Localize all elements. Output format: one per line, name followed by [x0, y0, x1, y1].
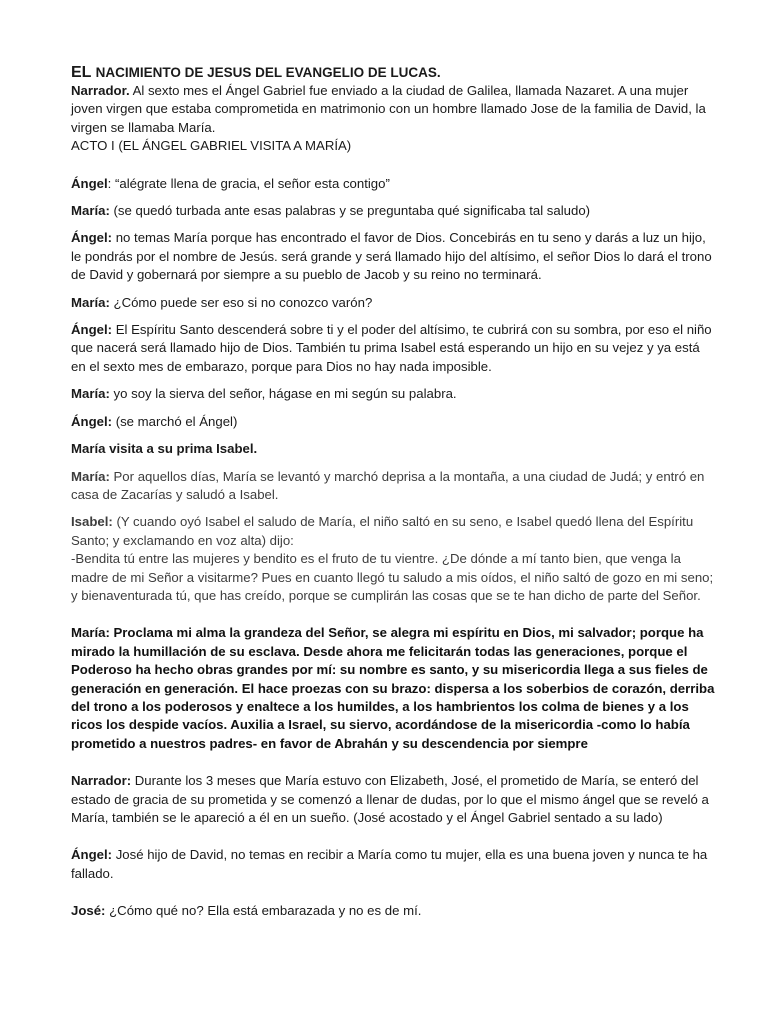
dialogue-text: no temas María porque has encontrado el favor de Dios. Concebirás en tu seno y darás a luz un hijo, le pondrás por el nombre de Jesús. será grande y será llamado hijo del altísimo, el señor Dios lo dará el trono de David y gobernará por siempre a su pueblo de Jacob y su reino no terminará.: [71, 230, 712, 283]
dialogue-text: ¿Cómo qué no? Ella está embarazada y no es de mí.: [105, 903, 422, 919]
dialogue-line: [71, 772, 716, 827]
dialogue-line: [71, 175, 716, 193]
speaker-label: María:: [71, 625, 110, 641]
dialogue-line: [71, 202, 716, 220]
speaker-label: María:: [71, 294, 110, 310]
dialogue-text: yo soy la sierva del señor, hágase en mi según su palabra.: [109, 386, 457, 402]
dialogue-text: Durante los 3 meses que María estuvo con Elizabeth, José, el prometido de María, se enteró del estado de gracia de su prometida y se comenzó a llenar de dudas, por lo que el mismo ángel que se reveló a María, también se le apareció a él en un sueño. (José acostado y el Ángel Gabriel sentado a su lado): [71, 773, 709, 825]
dialogue-line: [71, 468, 716, 505]
speaker-label: María:: [71, 203, 110, 219]
dialogue-text: (se marchó el Ángel): [112, 413, 238, 429]
speaker-label: Ángel:: [71, 847, 113, 863]
speaker-label: Narrador.: [71, 83, 130, 98]
title-text: NACIMIENTO DE JESUS DEL EVANGELIO DE LUCAS.: [95, 65, 441, 80]
speaker-label: Ángel:: [71, 230, 113, 246]
dialogue-text: ¿Cómo puede ser eso si no conozco varón?: [109, 294, 373, 310]
dialogue-text: El Espíritu Santo descenderá sobre ti y el poder del altísimo, te cubrirá con su sombra, por eso el niño que nacerá será llamado hijo de Dios. También tu prima Isabel está esperando un hijo en su vejez y ya está en el sexto mes de embarazo, porque para Dios no hay nada imposible.: [71, 322, 712, 374]
dialogue-text: Al sexto mes el Ángel Gabriel fue enviado a la ciudad de Galilea, llamada Nazaret. A una mujer joven virgen que estaba comprometida en matrimonio con un hombre llamado Jose de la familia de David, la virgen se llamaba María.: [71, 83, 706, 135]
speaker-label: María:: [71, 386, 110, 402]
dialogue-text: (Y cuando oyó Isabel el saludo de María, el niño saltó en su seno, e Isabel quedó llena del Espíritu Santo; y exclamando en voz alta) dijo:: [71, 514, 694, 548]
dialogue-line: [71, 294, 716, 312]
speaker-label: Ángel: [71, 175, 108, 191]
speaker-label: Isabel:: [71, 514, 113, 530]
dialogue-line: [71, 413, 716, 431]
speaker-label: Ángel:: [71, 413, 113, 429]
dialogue-line: [71, 513, 716, 605]
dialogue-quote: -Bendita tú entre las mujeres y bendito es el fruto de tu vientre. ¿De dónde a mí tanto bien, que venga la madre de mi Señor a visitarme? Pues en cuanto llegó tu saludo a mis oídos, el niño saltó de gozo en mi seno; y bienaventurada tú, que has creído, porque se cumplirán las cosas que se te han dicho de parte del Señor.: [71, 551, 714, 603]
document-title: [71, 64, 716, 82]
dialogue-text: Por aquellos días, María se levantó y marchó deprisa a la montaña, a una ciudad de Judá; y entró en casa de Zacarías y saludó a Isabel.: [71, 468, 705, 502]
dialogue-line: [71, 846, 716, 883]
dialogue-text: (se quedó turbada ante esas palabras y se preguntaba qué significaba tal saludo): [109, 203, 591, 219]
speaker-label: María:: [71, 468, 110, 484]
dialogue-text: José hijo de David, no temas en recibir a María como tu mujer, ella es una buena joven y nunca te ha fallado.: [71, 847, 708, 881]
intro-paragraph: [71, 82, 716, 137]
speaker-label: Narrador:: [71, 773, 132, 789]
dialogue-line: [71, 321, 716, 376]
dialogue-line: [71, 229, 716, 284]
dialogue-line: [71, 385, 716, 403]
dialogue-text: : “alégrate llena de gracia, el señor esta contigo”: [107, 175, 390, 191]
dialogue-text: Proclama mi alma la grandeza del Señor, se alegra mi espíritu en Dios, mi salvador; porque ha mirado la humillación de su esclava. Desde ahora me felicitarán todas las generaciones, porque el Poderoso ha hecho obras grandes por mí: su nombre es santo, y su misericordia llega a sus fieles de generación en generación. El hace proezas con su brazo: dispersa a los soberbios de corazón, derriba del trono a los poderosos y enaltece a los humildes, a los hambrientos los colma de bienes y a los ricos los despide vacíos. Auxilia a Israel, su siervo, acordándose de la misericordia -como lo había prometido a nuestros padres- en favor de Abrahán y su descendencia por siempre: [71, 625, 715, 751]
section-heading: María visita a su prima Isabel.: [71, 441, 258, 457]
dialogue-line: [71, 624, 716, 753]
speaker-label: Ángel:: [71, 322, 113, 338]
title-prefix: EL: [71, 64, 96, 81]
dialogue-line: [71, 902, 716, 920]
act-heading: ACTO I (EL ÁNGEL GABRIEL VISITA A MARÍA): [71, 138, 352, 154]
speaker-label: José:: [71, 903, 106, 919]
